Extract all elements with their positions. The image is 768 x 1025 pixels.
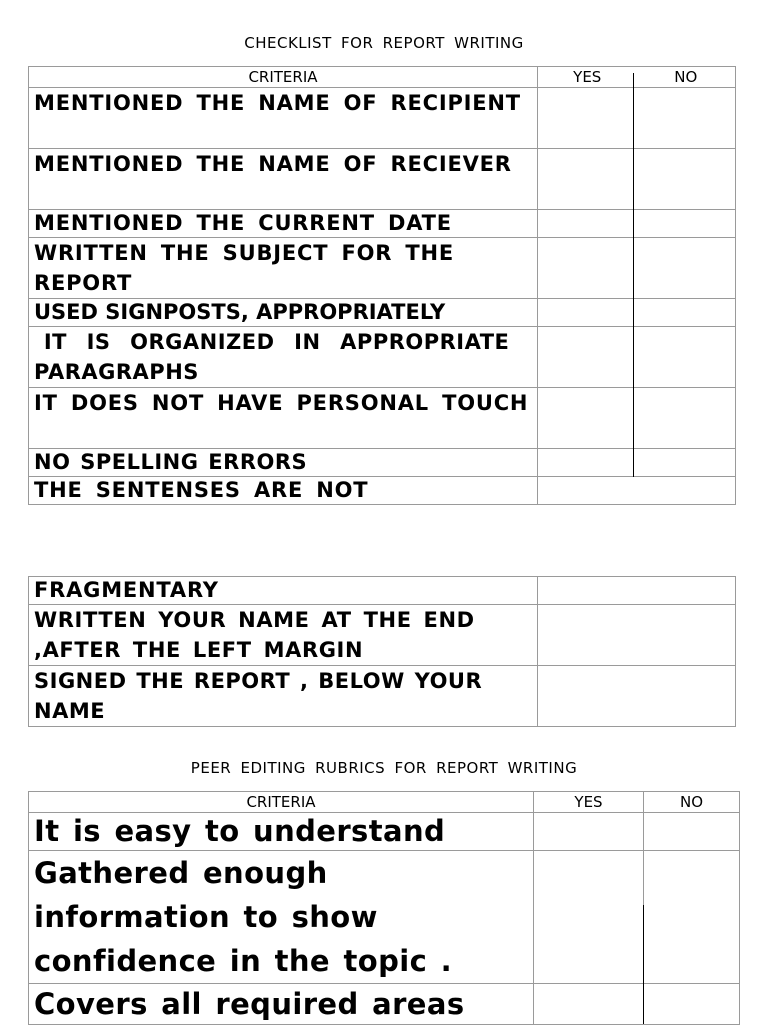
yes-no-divider bbox=[633, 73, 634, 477]
yes-cell[interactable] bbox=[538, 327, 637, 388]
table-header-row bbox=[29, 67, 736, 88]
no-cell[interactable] bbox=[637, 449, 736, 477]
table-header-row bbox=[29, 792, 740, 813]
no-cell[interactable] bbox=[637, 327, 736, 388]
table-row bbox=[29, 388, 736, 449]
criteria-header: CRITERIA bbox=[29, 792, 534, 813]
criterion-cell: Gathered enough information to show confidence in the topic . bbox=[29, 851, 534, 984]
criteria-header: CRITERIA bbox=[29, 67, 538, 88]
table-row bbox=[29, 299, 736, 327]
criterion-cell: FRAGMENTARY bbox=[29, 577, 538, 605]
table-row bbox=[29, 851, 740, 984]
criterion-cell: Covers all required areas bbox=[29, 984, 534, 1025]
criterion-cell: SIGNED THE REPORT , BELOW YOUR NAME bbox=[29, 666, 538, 727]
no-cell[interactable] bbox=[637, 88, 736, 149]
checklist-title: CHECKLIST FOR REPORT WRITING bbox=[244, 34, 524, 52]
table-row bbox=[29, 449, 736, 477]
criterion-cell: MENTIONED THE NAME OF RECIPIENT bbox=[29, 88, 538, 149]
table-row bbox=[29, 210, 736, 238]
yes-cell[interactable] bbox=[534, 813, 644, 851]
criterion-cell: USED SIGNPOSTS, APPROPRIATELY bbox=[29, 299, 538, 327]
table-row bbox=[29, 149, 736, 210]
no-cell[interactable] bbox=[644, 851, 740, 984]
table-row bbox=[29, 88, 736, 149]
no-header: NO bbox=[637, 67, 736, 88]
criterion-cell: NO SPELLING ERRORS bbox=[29, 449, 538, 477]
yes-no-divider bbox=[643, 905, 644, 1024]
no-cell[interactable] bbox=[637, 388, 736, 449]
answer-cell[interactable] bbox=[538, 605, 736, 666]
answer-cell[interactable] bbox=[538, 477, 736, 505]
criterion-cell: It is easy to understand bbox=[29, 813, 534, 851]
yes-cell[interactable] bbox=[538, 238, 637, 299]
answer-cell[interactable] bbox=[538, 577, 736, 605]
table-row bbox=[29, 577, 736, 605]
criterion-cell: IT IS ORGANIZED IN APPROPRIATE PARAGRAPHS bbox=[29, 327, 538, 388]
yes-cell[interactable] bbox=[538, 88, 637, 149]
no-cell[interactable] bbox=[637, 210, 736, 238]
table-row bbox=[29, 984, 740, 1025]
criterion-cell: WRITTEN THE SUBJECT FOR THE REPORT bbox=[29, 238, 538, 299]
yes-cell[interactable] bbox=[538, 149, 637, 210]
table-row bbox=[29, 666, 736, 727]
peer-rubric-title: PEER EDITING RUBRICS FOR REPORT WRITING bbox=[190, 759, 578, 777]
criterion-cell: THE SENTENSES ARE NOT bbox=[29, 477, 538, 505]
table-row bbox=[29, 477, 736, 505]
checklist-table bbox=[28, 66, 736, 505]
criterion-cell: IT DOES NOT HAVE PERSONAL TOUCH bbox=[29, 388, 538, 449]
no-cell[interactable] bbox=[637, 149, 736, 210]
yes-header: YES bbox=[534, 792, 644, 813]
yes-cell[interactable] bbox=[538, 210, 637, 238]
table-row bbox=[29, 238, 736, 299]
peer-rubric-table bbox=[28, 791, 740, 1025]
yes-cell[interactable] bbox=[538, 299, 637, 327]
table-row bbox=[29, 605, 736, 666]
answer-cell[interactable] bbox=[538, 666, 736, 727]
no-cell[interactable] bbox=[644, 984, 740, 1025]
criterion-cell: MENTIONED THE CURRENT DATE bbox=[29, 210, 538, 238]
no-cell[interactable] bbox=[644, 813, 740, 851]
checklist-continued-table bbox=[28, 576, 736, 727]
no-header: NO bbox=[644, 792, 740, 813]
no-cell[interactable] bbox=[637, 238, 736, 299]
table-row bbox=[29, 813, 740, 851]
yes-cell[interactable] bbox=[538, 449, 637, 477]
yes-cell[interactable] bbox=[538, 388, 637, 449]
yes-cell[interactable] bbox=[534, 851, 644, 984]
criterion-cell: MENTIONED THE NAME OF RECIEVER bbox=[29, 149, 538, 210]
yes-header: YES bbox=[538, 67, 637, 88]
criterion-cell: WRITTEN YOUR NAME AT THE END ,AFTER THE LEFT MARGIN bbox=[29, 605, 538, 666]
no-cell[interactable] bbox=[637, 299, 736, 327]
table-row bbox=[29, 327, 736, 388]
yes-cell[interactable] bbox=[534, 984, 644, 1025]
